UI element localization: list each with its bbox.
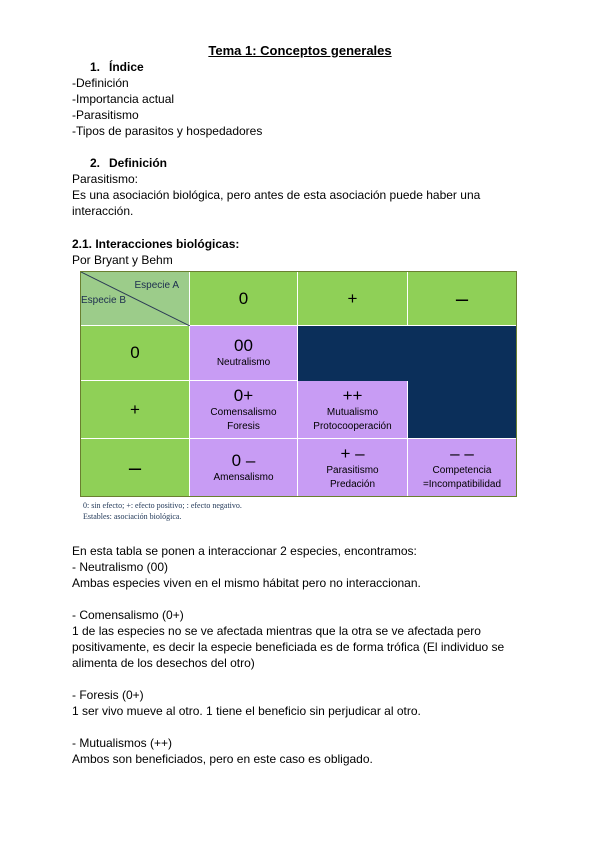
cell-comensalismo (190, 381, 298, 439)
cell-symbol: 0+ (233, 385, 254, 405)
comensalismo-text: 1 de las especies no se ve afectada mientras que la otra se ve afectada pero positivamente, es decir la especie beneficiada es de forma trófica (El individuo se alimenta de los desechos del otro) (72, 624, 505, 670)
row-header-symbol: – (128, 454, 142, 480)
section-2-heading (90, 155, 167, 171)
cell-label: Mutualismo (326, 406, 379, 418)
index-item: -Parasitismo (72, 108, 139, 122)
cell-mutualismo (298, 381, 408, 439)
table-footnote: 0: sin efecto; +: efecto positivo; : efecto negativo. (83, 501, 242, 510)
row-header-minus (81, 439, 190, 496)
cell-label: Comensalismo (210, 406, 277, 418)
cell-neutralismo (190, 326, 298, 381)
col-header-symbol: 0 (238, 288, 249, 308)
cell-label: Competencia (432, 464, 492, 476)
cell-parasitismo (298, 439, 408, 496)
cell-label-secondary: Foresis (227, 420, 260, 432)
corner-species-b: Especie B (81, 295, 127, 306)
section-2-title: Definición (109, 156, 168, 170)
intro-text: En esta tabla se ponen a interaccionar 2 especies, encontramos: (72, 544, 417, 558)
cell-symbol: – – (450, 443, 474, 463)
col-header-minus (408, 272, 516, 326)
row-header-zero (81, 326, 190, 381)
cell-label: Neutralismo (216, 357, 271, 368)
neutralismo-text: Ambas especies viven en el mismo hábitat pero no interaccionan. (72, 576, 421, 590)
row-header-plus (81, 381, 190, 439)
row-header-symbol: + (130, 399, 140, 419)
index-item: -Importancia actual (72, 92, 175, 106)
cell-label-secondary: Protocooperación (313, 420, 392, 432)
index-item: -Tipos de parasitos y hospedadores (72, 124, 263, 138)
page-title: Tema 1: Conceptos generales (208, 43, 392, 58)
table-corner (81, 272, 190, 326)
col-header-symbol: + (347, 288, 358, 308)
author-line: Por Bryant y Behm (72, 253, 173, 267)
parasitismo-label: Parasitismo: (72, 172, 139, 186)
cell-symbol: ++ (342, 385, 363, 405)
mutualismos-text: Ambos son beneficiados, pero en este caso es obligado. (72, 752, 373, 766)
definition-text: Es una asociación biológica, pero antes de esta asociación puede haber una interacción. (72, 188, 481, 218)
empty-cell (408, 381, 516, 439)
col-header-symbol: – (455, 285, 469, 311)
interaction-table (80, 271, 517, 497)
row-header-symbol: 0 (130, 343, 140, 362)
cell-competencia (408, 439, 516, 496)
foresis-text: 1 ser vivo mueve al otro. 1 tiene el beneficio sin perjudicar al otro. (72, 704, 421, 718)
foresis-heading: - Foresis (0+) (72, 688, 144, 702)
col-header-plus (298, 272, 408, 326)
cell-symbol: 00 (234, 336, 253, 355)
comensalismo-heading: - Comensalismo (0+) (72, 608, 184, 622)
cell-label: Amensalismo (213, 471, 274, 483)
mutualismos-heading: - Mutualismos (++) (72, 736, 173, 750)
cell-label-secondary: Predación (329, 478, 376, 490)
section-1-heading (90, 59, 144, 75)
section-2-number: 2. (90, 156, 101, 170)
neutralismo-heading: - Neutralismo (00) (72, 560, 169, 574)
col-header-zero (190, 272, 298, 326)
corner-species-a: Especie A (134, 280, 179, 291)
section-1-title: Índice (109, 60, 144, 74)
cell-label: Parasitismo (326, 464, 379, 476)
cell-symbol: 0 – (231, 450, 256, 470)
section-1-number: 1. (90, 60, 101, 74)
cell-amensalismo (190, 439, 298, 496)
index-item: -Definición (72, 76, 129, 90)
empty-cell (298, 326, 516, 381)
section-2-1-heading: 2.1. Interacciones biológicas: (72, 237, 240, 251)
table-footnote: Estables: asociación biológica. (83, 512, 182, 521)
cell-label-secondary: =Incompatibilidad (422, 478, 502, 490)
cell-symbol: + – (340, 443, 365, 463)
